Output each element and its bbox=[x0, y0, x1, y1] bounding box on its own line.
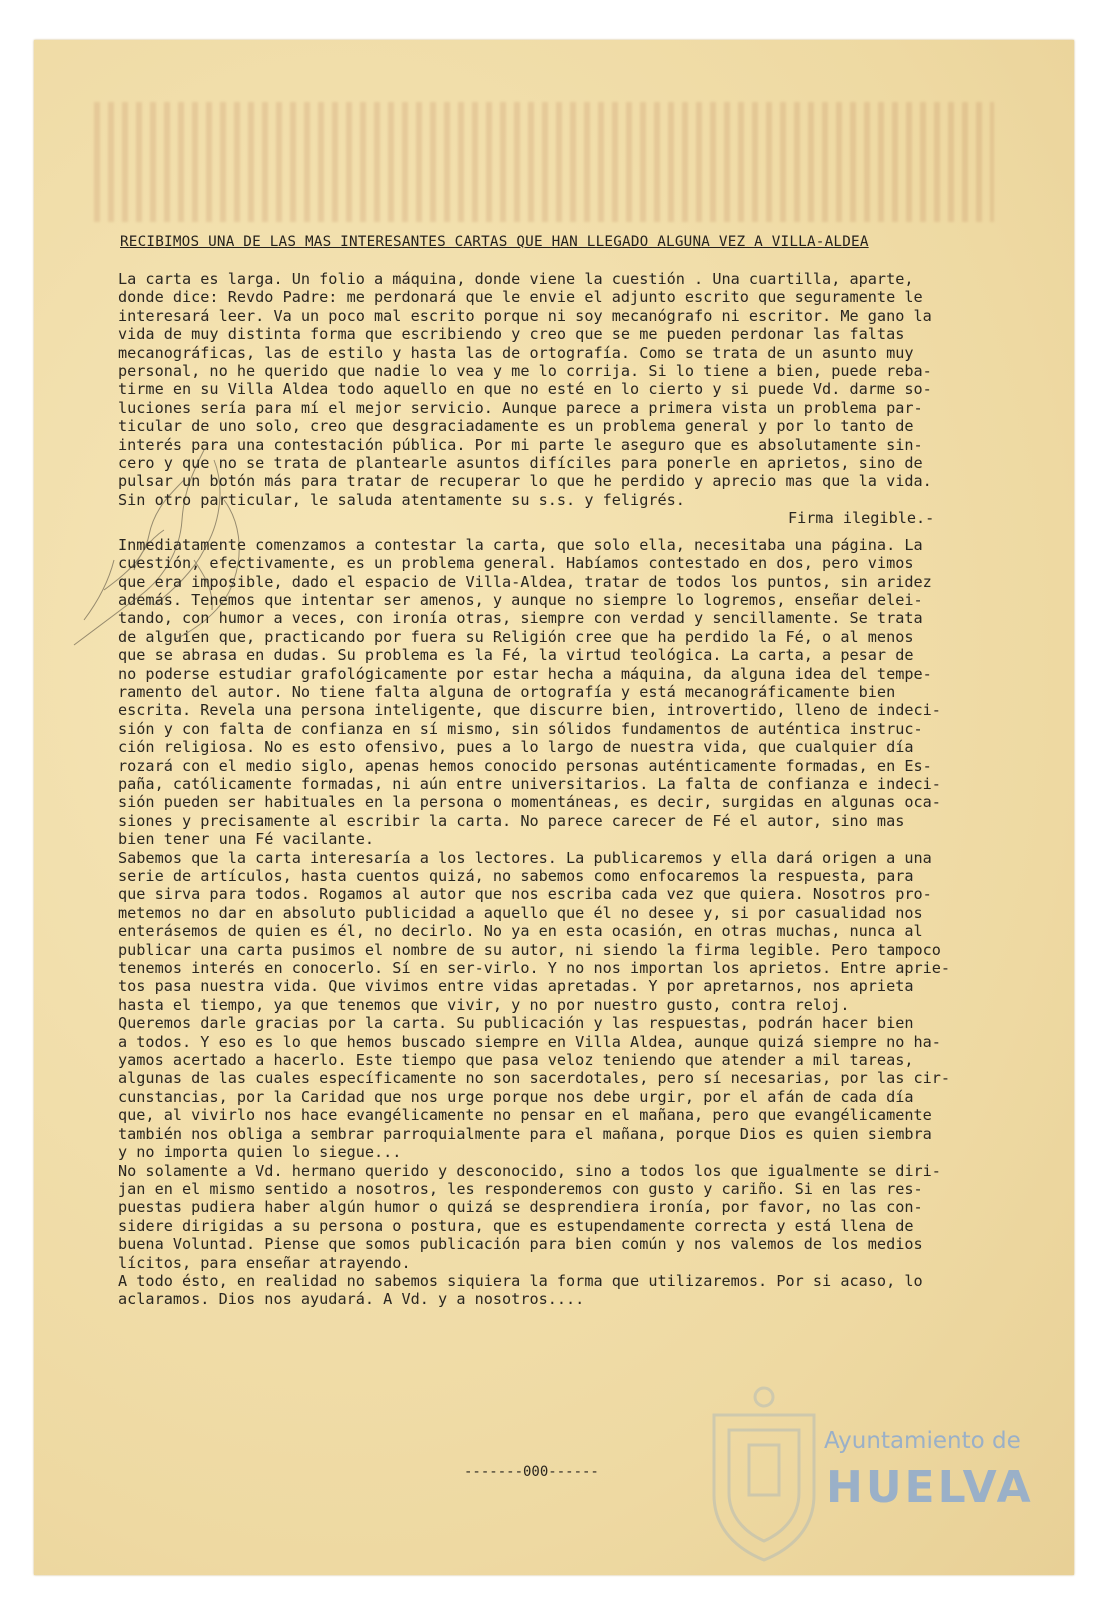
text-line: de alguien que, practicando por fuera su Religión cree que ha perdido la Fé, o al menos bbox=[118, 627, 914, 646]
paragraph bbox=[118, 1162, 1028, 1272]
text-line: siones y precisamente al escribir la carta. No parece carecer de Fé el autor, sino mas bbox=[118, 811, 905, 830]
text-line: sión y con falta de confianza en sí mismo, sin sólidos fundamentos de auténtica instruc- bbox=[118, 719, 923, 738]
text-line: metemos no dar en absoluto publicidad a aquello que él no desee y, si por casualidad nos bbox=[118, 903, 923, 922]
text-line: publicar una carta pusimos el nombre de su autor, ni siendo la firma legible. Pero tampoco bbox=[118, 940, 941, 959]
text-line: además. Tenemos que intentar ser amenos, y aunque no siempre lo logremos, enseñar delei- bbox=[118, 590, 923, 609]
paragraph bbox=[118, 270, 1028, 528]
paragraph bbox=[118, 1014, 1028, 1161]
text-line: tenemos interés en conocerlo. Sí en ser-virlo. Y no nos importan los aprietos. Entre aprie- bbox=[118, 959, 951, 978]
text-line: interesará leer. Va un poco mal escrito porque ni soy mecanógrafo ni escritor. Me gano la bbox=[118, 306, 932, 325]
text-line: cero y que no se trata de plantearle asuntos difíciles para ponerle en aprietos, sino de bbox=[118, 454, 923, 473]
text-line: Inmediatamente comenzamos a contestar la carta, que solo ella, necesitaba una página. La bbox=[118, 535, 923, 554]
text-line: escrita. Revela una persona inteligente, que discurre bien, introvertido, lleno de indeci- bbox=[118, 701, 941, 720]
text-line: A todo ésto, en realidad no sabemos siquiera la forma que utilizaremos. Por si acaso, lo bbox=[118, 1271, 923, 1290]
text-line: que sirva para todos. Rogamos al autor que nos escriba cada vez que quiera. Nosotros pro- bbox=[118, 885, 932, 904]
text-line: pulsar un botón más para tratar de recuperar lo que he perdido y aprecio mas que la vida. bbox=[118, 472, 932, 491]
text-line: sión pueden ser habituales en la persona o momentáneas, es decir, surgidas en algunas oca- bbox=[118, 793, 941, 812]
text-line: tos pasa nuestra vida. Que vivimos entre vidas apretadas. Y por apretarnos, nos aprieta bbox=[118, 977, 914, 996]
text-line: enterásemos de quien es él, no decirlo. No ya en esta ocasión, en otras muchas, nunca al bbox=[118, 922, 923, 941]
text-line: ticular de uno solo, creo que desgraciadamente es un problema general y por lo tanto de bbox=[118, 417, 914, 436]
text-line: vida de muy distinta forma que escribiendo y creo que se me pueden perdonar las faltas bbox=[118, 325, 905, 344]
text-line: Sabemos que la carta interesaría a los lectores. La publicaremos y ella dará origen a una bbox=[118, 848, 932, 867]
text-line: personal, no he querido que nadie lo vea y me lo corrija. Si lo tiene a bien, puede reba- bbox=[118, 362, 932, 381]
article-heading: RECIBIMOS UNA DE LAS MAS INTERESANTES CARTAS QUE HAN LLEGADO ALGUNA VEZ A VILLA-ALDEA bbox=[120, 234, 869, 250]
text-line: interés para una contestación pública. Por mi parte le aseguro que es absolutamente sin- bbox=[118, 435, 923, 454]
watermark-title: Ayuntamiento de bbox=[824, 1428, 1021, 1454]
text-line: hasta el tiempo, ya que tenemos que vivir, y no por nuestro gusto, contra reloj. bbox=[118, 995, 850, 1014]
text-line: bien tener una Fé vacilante. bbox=[118, 830, 375, 849]
text-line: mecanográficas, las de estilo y hasta las de ortografía. Como se trata de un asunto muy bbox=[118, 343, 914, 362]
text-line: rozará con el medio siglo, apenas hemos conocido personas auténticamente formadas, en Es- bbox=[118, 756, 932, 775]
text-line: cunstancias, por la Caridad que nos urge porque nos debe urgir, por el afán de cada día bbox=[118, 1087, 914, 1106]
closing-mark: -------000------ bbox=[464, 1464, 599, 1480]
text-line: que, al vivirlo nos hace evangélicamente no pensar en el mañana, pero que evangélicamente bbox=[118, 1106, 932, 1125]
text-line: lícitos, para enseñar atrayendo. bbox=[118, 1253, 411, 1272]
paragraph bbox=[118, 1272, 1028, 1309]
article-body bbox=[118, 270, 1028, 1309]
text-line: Queremos darle gracias por la carta. Su publicación y las respuestas, podrán hacer bien bbox=[118, 1014, 914, 1033]
text-line: y no importa quien lo siegue... bbox=[118, 1143, 402, 1162]
faded-masthead bbox=[94, 102, 994, 222]
text-line: La carta es larga. Un folio a máquina, donde viene la cuestión . Una cuartilla, aparte, bbox=[118, 270, 914, 288]
text-line: donde dice: Revdo Padre: me perdonará que le envie el adjunto escrito que seguramente le bbox=[118, 288, 923, 307]
text-line: algunas de las cuales específicamente no son sacerdotales, pero sí necesarias, por las cir- bbox=[118, 1069, 951, 1088]
text-line: aclaramos. Dios nos ayudará. A Vd. y a nosotros.... bbox=[118, 1290, 585, 1309]
paragraph bbox=[118, 536, 1028, 849]
text-line: tando, con humor a veces, con ironía otras, siempre con verdad y sencillamente. Se trata bbox=[118, 609, 923, 628]
text-line: a todos. Y eso es lo que hemos buscado siempre en Villa Aldea, aunque quizá siempre no ha- bbox=[118, 1032, 941, 1051]
text-line: luciones sería para mí el mejor servicio. Aunque parece a primera vista un problema par- bbox=[118, 398, 923, 417]
text-line: serie de artículos, hasta cuentos quizá, no sabemos como enfocaremos la respuesta, para bbox=[118, 867, 914, 885]
text-line: ramento del autor. No tiene falta alguna de ortografía y está mecanográficamente bien bbox=[118, 682, 896, 701]
letter-signature: Firma ilegible.- bbox=[788, 509, 935, 528]
paragraph bbox=[118, 849, 1028, 1015]
text-line: no poderse estudiar grafológicamente por estar hecha a máquina, da alguna idea del tempe- bbox=[118, 664, 932, 683]
text-line: puestas pudiera haber algún humor o quizá se desprendiera ironía, por favor, no las con- bbox=[118, 1198, 923, 1217]
text-line: No solamente a Vd. hermano querido y desconocido, sino a todos los que igualmente se diri- bbox=[118, 1161, 941, 1180]
text-line: que se abrasa en dudas. Su problema es la Fé, la virtud teológica. La carta, a pesar de bbox=[118, 646, 914, 665]
watermark-city: HUELVA bbox=[826, 1462, 1034, 1513]
text-line: Sin otro particular, le saluda atentamente su s.s. y feligrés. bbox=[118, 490, 685, 509]
text-line: buena Voluntad. Piense que somos publicación para bien común y nos valemos de los medios bbox=[118, 1235, 923, 1254]
text-line: cuestión, efectivamente, es un problema general. Habíamos contestado en dos, pero vimos bbox=[118, 554, 914, 573]
text-line: también nos obliga a sembrar parroquialmente para el mañana, porque Dios es quien siembra bbox=[118, 1124, 932, 1143]
text-line: yamos acertado a hacerlo. Este tiempo que pasa veloz teniendo que atender a mil tareas, bbox=[118, 1051, 914, 1070]
text-line: ción religiosa. No es esto ofensivo, pues a lo largo de nuestra vida, que cualquier día bbox=[118, 738, 914, 757]
text-line: tirme en su Villa Aldea todo aquello en que no esté en lo cierto y si puede Vd. darme so- bbox=[118, 380, 932, 399]
text-line: paña, católicamente formadas, ni aún entre universitarios. La falta de confianza e indeci- bbox=[118, 774, 941, 793]
text-line: jan en el mismo sentido a nosotros, les responderemos con gusto y cariño. Si en las res- bbox=[118, 1179, 923, 1198]
text-line: sidere dirigidas a su persona o postura, que es estupendamente correcta y está llena de bbox=[118, 1216, 914, 1235]
text-line: que era imposible, dado el espacio de Villa-Aldea, tratar de todos los puntos, sin aridez bbox=[118, 572, 932, 591]
